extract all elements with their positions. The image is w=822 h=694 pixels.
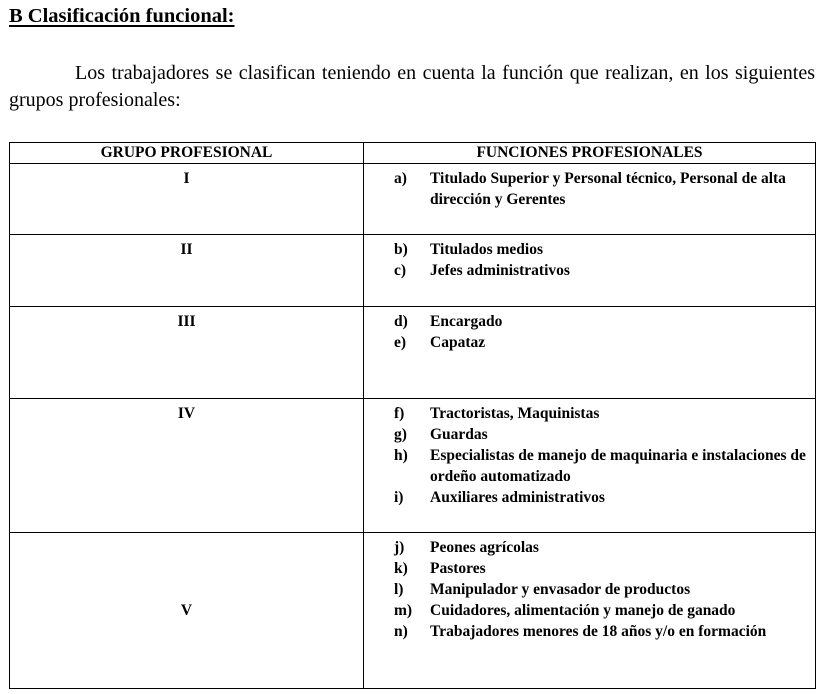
function-item (394, 168, 807, 210)
item-letter: j) (394, 539, 405, 556)
item-letter: e) (394, 334, 407, 351)
table-row (10, 164, 816, 235)
function-item (394, 260, 807, 281)
classification-table (9, 142, 816, 689)
group-cell: I (10, 164, 364, 235)
group-cell: V (10, 533, 364, 689)
function-item (394, 332, 807, 353)
group-cell: II (10, 235, 364, 307)
item-text: Titulado Superior y Personal técnico, Personal de alta dirección y Gerentes (430, 170, 786, 208)
header-funciones-profesionales: FUNCIONES PROFESIONALES (364, 143, 816, 164)
item-letter: l) (394, 581, 404, 598)
functions-cell (364, 533, 816, 689)
intro-paragraph: Los trabajadores se clasifican teniendo en cuenta la función que realizan, en los siguientes grupos profesionales: (9, 62, 815, 111)
item-letter: g) (394, 426, 407, 443)
item-text: Encargado (430, 313, 503, 330)
item-letter: h) (394, 447, 408, 464)
item-text: Pastores (430, 560, 486, 577)
item-letter: k) (394, 560, 408, 577)
item-letter: i) (394, 489, 404, 506)
item-letter: c) (394, 262, 407, 279)
item-text: Peones agrícolas (430, 539, 539, 556)
function-item (394, 558, 807, 579)
item-letter: f) (394, 405, 405, 422)
item-text: Guardas (430, 426, 488, 443)
item-text: Capataz (430, 334, 486, 351)
function-item (394, 621, 807, 642)
function-item (394, 445, 807, 487)
function-item (394, 600, 807, 621)
table-header-row (10, 143, 816, 164)
section-title: B Clasificación funcional: (9, 5, 235, 27)
functions-cell (364, 307, 816, 399)
function-item (394, 579, 807, 600)
item-text: Cuidadores, alimentación y manejo de ganado (430, 602, 736, 619)
item-text: Tractoristas, Maquinistas (430, 405, 600, 422)
functions-cell (364, 164, 816, 235)
item-letter: m) (394, 602, 413, 619)
function-item (394, 537, 807, 558)
functions-cell (364, 235, 816, 307)
header-grupo-profesional: GRUPO PROFESIONAL (10, 143, 364, 164)
function-item (394, 239, 807, 260)
item-text: Jefes administrativos (430, 262, 570, 279)
function-item (394, 424, 807, 445)
item-letter: b) (394, 241, 408, 258)
item-letter: a) (394, 170, 407, 187)
table-row (10, 399, 816, 533)
function-item (394, 403, 807, 424)
function-item (394, 487, 807, 508)
item-text: Trabajadores menores de 18 años y/o en formación (430, 623, 767, 640)
table-row (10, 307, 816, 399)
group-cell: IV (10, 399, 364, 533)
item-text: Especialistas de manejo de maquinaria e instalaciones de ordeño automatizado (430, 447, 806, 485)
item-text: Manipulador y envasador de productos (430, 581, 691, 598)
item-letter: n) (394, 623, 408, 640)
group-cell: III (10, 307, 364, 399)
table-row (10, 235, 816, 307)
item-letter: d) (394, 313, 408, 330)
functions-cell (364, 399, 816, 533)
item-text: Titulados medios (430, 241, 543, 258)
function-item (394, 311, 807, 332)
item-text: Auxiliares administrativos (430, 489, 605, 506)
table-row (10, 533, 816, 689)
